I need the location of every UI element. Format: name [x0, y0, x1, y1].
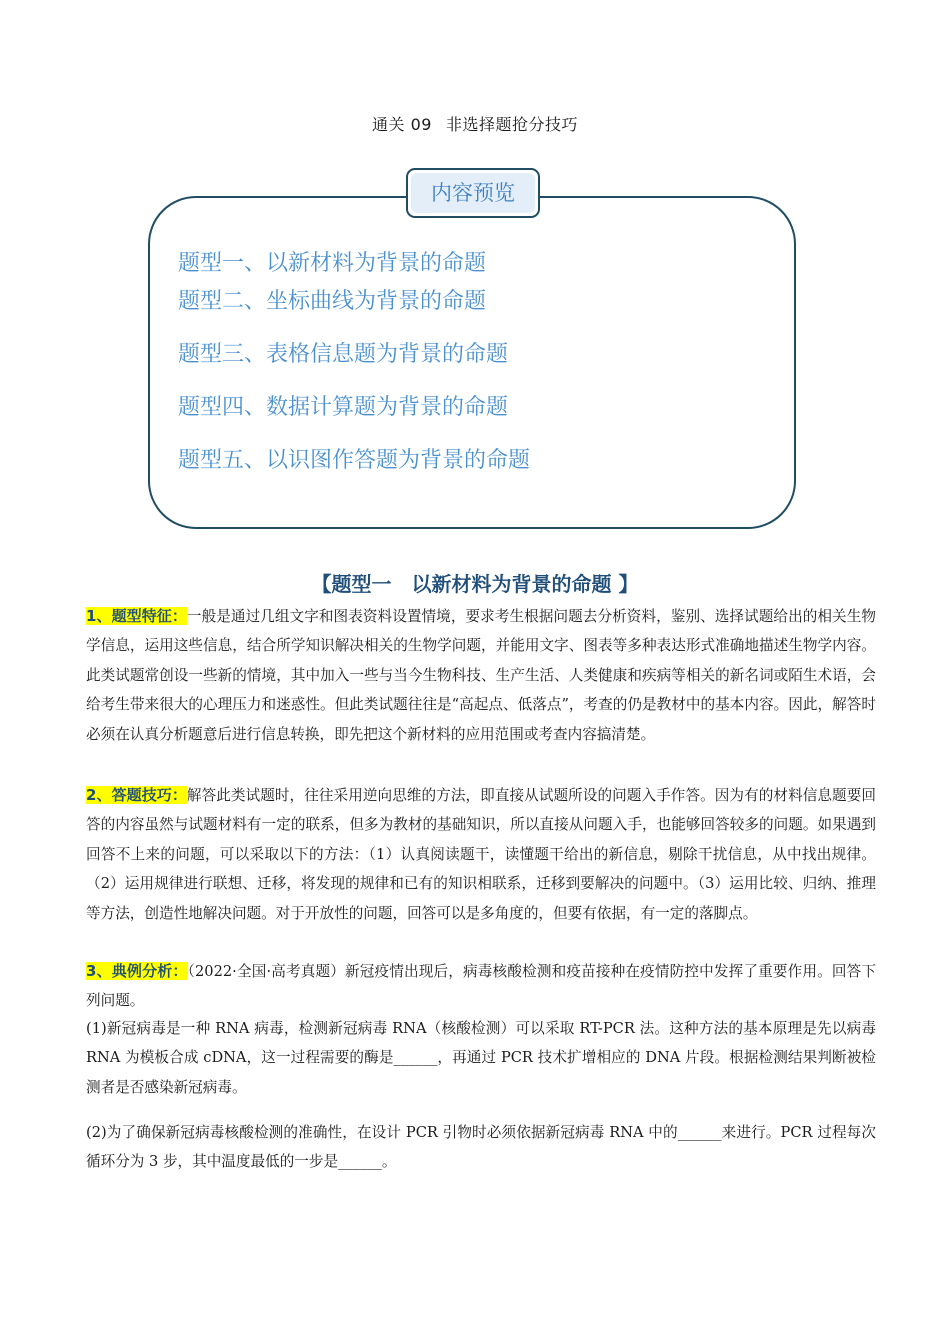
preview-item-5: 题型五、以识图作答题为背景的命题: [178, 448, 531, 473]
features-text: 一般是通过几组文字和图表资料设置情境，要求考生根据问题去分析资料，鉴别、选择试题给出的相关生物学信息，运用这些信息，结合所学知识解决相关的生物学问题，并能用文字、图表等多种表达形式准确地描述生物学内容。此类试题常创设一些新的情境，其中加入一些与当今生物科技、生产生活、人类健康和疾病等相关的新名词或陌生术语，会给考生带来很大的心理压力和迷惑性。但此类试题往往是“高起点、低落点”，考查的仍是教材中的基本内容。因此，解答时必须在认真分析题意后进行信息转换，即先把这个新材料的应用范围或考查内容搞清楚。: [86, 608, 876, 743]
section-heading: 【题型一 以新材料为背景的命题 】: [311, 572, 639, 596]
features-paragraph: [86, 602, 876, 749]
example-paragraph: [86, 957, 876, 1016]
skills-text: 解答此类试题时，往往采用逆向思维的方法，即直接从试题所设的问题入手作答。因为有的材料信息题要回答的内容虽然与试题材料有一定的联系，但多为教材的基础知识，所以直接从问题入手，也能够回答较多的问题。如果遇到回答不上来的问题，可以采取以下的方法：（1）认真阅读题干，读懂题干给出的新信息，剔除干扰信息，从中找出规律。（2）运用规律进行联想、迁移，将发现的规律和已有的知识相联系，迁移到要解决的问题中。（3）运用比较、归纳、推理等方法，创造性地解决问题。对于开放性的问题，回答可以是多角度的，但要有依据，有一定的落脚点。: [86, 787, 876, 922]
preview-item-4: 题型四、数据计算题为背景的命题: [178, 395, 509, 420]
preview-item-2: 题型二、坐标曲线为背景的命题: [178, 289, 487, 314]
features-label: 1、题型特征：: [86, 607, 187, 625]
preview-item-3: 题型三、表格信息题为背景的命题: [178, 342, 509, 367]
preview-item-1: 题型一、以新材料为背景的命题: [178, 251, 487, 276]
skills-label: 2、答题技巧：: [86, 786, 187, 804]
question-2: (2)为了确保新冠病毒核酸检测的准确性，在设计 PCR 引物时必须依据新冠病毒 RNA 中的______来进行。PCR 过程每次循环分为 3 步，其中温度最低的一步是______。: [86, 1124, 876, 1171]
document-title: [0, 112, 950, 135]
content-preview-label: 内容预览: [411, 173, 535, 213]
question-1: (1)新冠病毒是一种 RNA 病毒，检测新冠病毒 RNA（核酸检测）可以采取 RT-PCR 法。这种方法的基本原理是先以病毒 RNA 为模板合成 cDNA，这一过程需要的酶是______，再通过 PCR 技术扩增相应的 DNA 片段。根据检测结果判断被检测者是否感染新冠病毒。: [86, 1020, 876, 1096]
title-prefix: 通关 09: [372, 115, 432, 134]
title-main: 非选择题抢分技巧: [445, 115, 578, 134]
example-label: 3、典例分析：: [86, 962, 188, 980]
example-text: （2022·全国·高考真题）新冠疫情出现后，病毒核酸检测和疫苗接种在疫情防控中发挥了重要作用。回答下列问题。: [86, 963, 876, 1010]
skills-paragraph: [86, 781, 876, 928]
content-preview-tab: [406, 168, 540, 218]
